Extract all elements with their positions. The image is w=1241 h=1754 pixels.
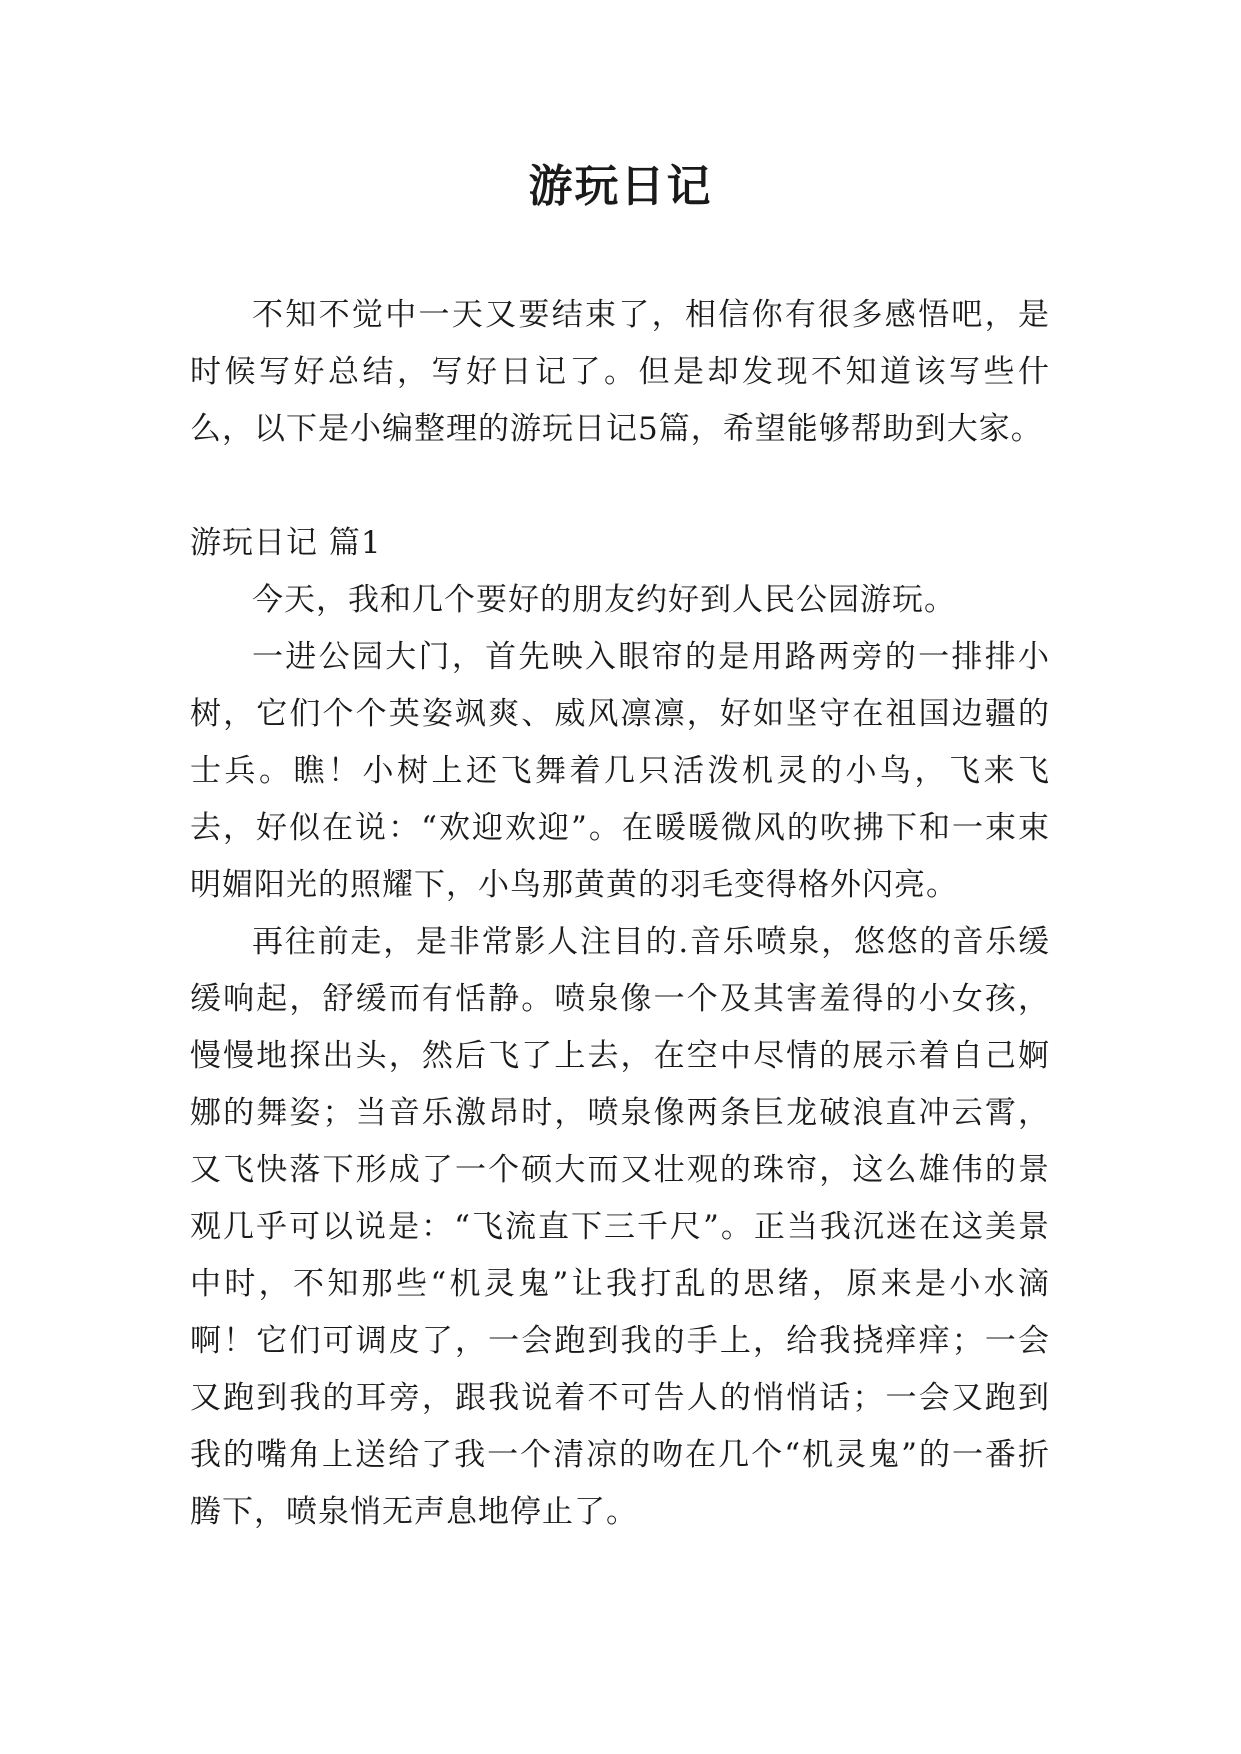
- section-heading: 游玩日记 篇1: [190, 525, 382, 561]
- body-paragraph: 再往前走，是非常影人注目的.音乐喷泉，悠悠的音乐缓缓响起，舒缓而有恬静。喷泉像一个及其害羞得的小女孩，慢慢地探出头，然后飞了上去，在空中尽情的展示着自己婀娜的舞姿；当音乐激昂时，喷泉像两条巨龙破浪直冲云霄，又飞快落下形成了一个硕大而又壮观的珠帘，这么雄伟的景观几乎可以说是：“飞流直下三千尺”。正当我沉迷在这美景中时，不知那些“机灵鬼”让我打乱的思绪，原来是小水滴啊！它们可调皮了，一会跑到我的手上，给我挠痒痒；一会又跑到我的耳旁，跟我说着不可告人的悄悄话；一会又跑到我的嘴角上送给了我一个清凉的吻在几个“机灵鬼”的一番折腾下，喷泉悄无声息地停止了。: [190, 924, 1050, 1530]
- body-paragraph: 今天，我和几个要好的朋友约好到人民公园游玩。: [252, 582, 956, 618]
- intro-paragraph: 不知不觉中一天又要结束了，相信你有很多感悟吧，是时候写好总结，写好日记了。但是却发现不知道该写些什么，以下是小编整理的游玩日记5篇，希望能够帮助到大家。: [190, 297, 1050, 447]
- body-paragraph: 一进公园大门，首先映入眼帘的是用路两旁的一排排小树，它们个个英姿飒爽、威风凛凛，好如坚守在祖国边疆的士兵。瞧！小树上还飞舞着几只活泼机灵的小鸟，飞来飞去，好似在说：“欢迎欢迎”。在暖暖微风的吹拂下和一束束明媚阳光的照耀下，小鸟那黄黄的羽毛变得格外闪亮。: [190, 639, 1050, 903]
- document-body: [190, 287, 1050, 1541]
- document-title: 游玩日记: [528, 161, 713, 212]
